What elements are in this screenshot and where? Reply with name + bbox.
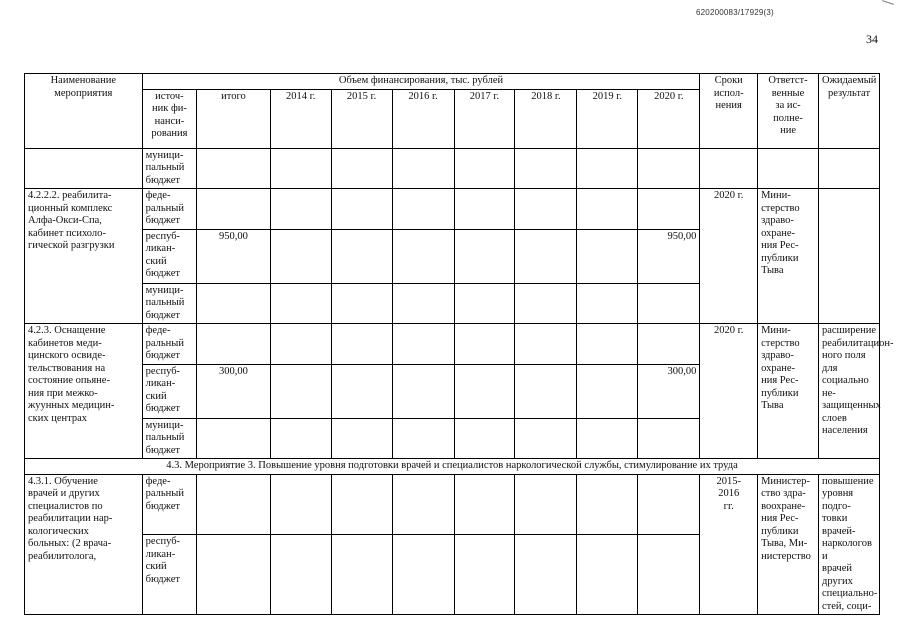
table-row: [25, 148, 880, 189]
header-2015: 2015 г.: [331, 89, 392, 148]
total-cell: [197, 189, 271, 230]
header-deadline: Сроки испол- нения: [700, 74, 758, 149]
item-423-name: 4.2.3. Оснащение кабинетов меди- цинского освиде- тельствования на состояние опьяне- ния при межко- жуунных медицин- ских центрах: [25, 324, 143, 459]
total-cell: [197, 283, 271, 324]
corner-scan-mark: [882, 0, 894, 5]
source-cell: муници- пальный бюджет: [142, 283, 197, 324]
table-row: [25, 189, 880, 230]
item-4222-result: [818, 189, 879, 324]
item-431-result: повышение уровня подго- товки врачей- наркологов и врачей других специально- стей, соци-: [818, 474, 879, 615]
y2020-cell: 300,00: [638, 364, 700, 418]
header-row-1: [25, 74, 880, 90]
source-cell: респуб- ликан- ский бюджет: [142, 535, 197, 615]
y2020-cell: [638, 283, 700, 324]
page-number: 34: [866, 32, 878, 46]
name-cell-empty: [25, 148, 143, 189]
total-cell: 950,00: [197, 229, 271, 283]
financing-table: [24, 73, 894, 615]
item-423-responsible: Мини- стерство здраво- охране- ния Рес- публики Тыва: [758, 324, 819, 459]
header-2018: 2018 г.: [515, 89, 577, 148]
source-cell: муници- пальный бюджет: [142, 418, 197, 459]
header-financing: Объем финансирования, тыс. рублей: [142, 74, 700, 90]
item-4222-responsible: Мини- стерство здраво- охране- ния Рес- публики Тыва: [758, 189, 819, 324]
y2020-cell: [638, 418, 700, 459]
total-cell: 300,00: [197, 364, 271, 418]
header-2017: 2017 г.: [454, 89, 515, 148]
item-423-deadline: 2020 г.: [700, 324, 758, 459]
header-source: источ- ник фи- нанси- рования: [142, 89, 197, 148]
document-code: 620200083/17929(3): [696, 8, 774, 17]
y2020-cell: [638, 189, 700, 230]
header-result: Ожидаемый результат: [818, 74, 879, 149]
section-4-3-title: 4.3. Мероприятие 3. Повышение уровня подготовки врачей и специалистов наркологической службы, стимулирование их труда: [25, 459, 880, 475]
item-431-responsible: Министер- ство здра- воохране- ния Рес- публики Тыва, Ми- нистерство: [758, 474, 819, 615]
total-cell: [197, 418, 271, 459]
source-cell: феде- ральный бюджет: [142, 474, 197, 535]
header-2014: 2014 г.: [270, 89, 331, 148]
header-2019: 2019 г.: [577, 89, 638, 148]
source-cell: муници- пальный бюджет: [142, 148, 197, 189]
source-cell: феде- ральный бюджет: [142, 189, 197, 230]
source-cell: респуб- ликан- ский бюджет: [142, 364, 197, 418]
table-row: [25, 324, 880, 365]
y2020-cell: [638, 324, 700, 365]
total-cell: [197, 324, 271, 365]
item-423-result: расширение реабилитацион- ного поля для социально не- защищенных слоев населения: [818, 324, 879, 459]
item-4222-name: 4.2.2.2. реабилита- ционный комплекс Алфа-Окси-Спа, кабинет психоло- гической разгрузки: [25, 189, 143, 324]
source-cell: респуб- ликан- ский бюджет: [142, 229, 197, 283]
header-2016: 2016 г.: [392, 89, 454, 148]
table-row: [25, 474, 880, 535]
source-cell: феде- ральный бюджет: [142, 324, 197, 365]
section-row: [25, 459, 880, 475]
header-name: Наименование мероприятия: [25, 74, 143, 149]
item-431-name: 4.3.1. Обучение врачей и других специалистов по реабилитации нар- кологических больных: (2 врача- реабилитолога,: [25, 474, 143, 615]
header-2020: 2020 г.: [638, 89, 700, 148]
item-4222-deadline: 2020 г.: [700, 189, 758, 324]
header-responsible: Ответст- венные за ис- полне- ние: [758, 74, 819, 149]
item-431-deadline: 2015- 2016 гг.: [700, 474, 758, 615]
header-total: итого: [197, 89, 271, 148]
y2020-cell: 950,00: [638, 229, 700, 283]
